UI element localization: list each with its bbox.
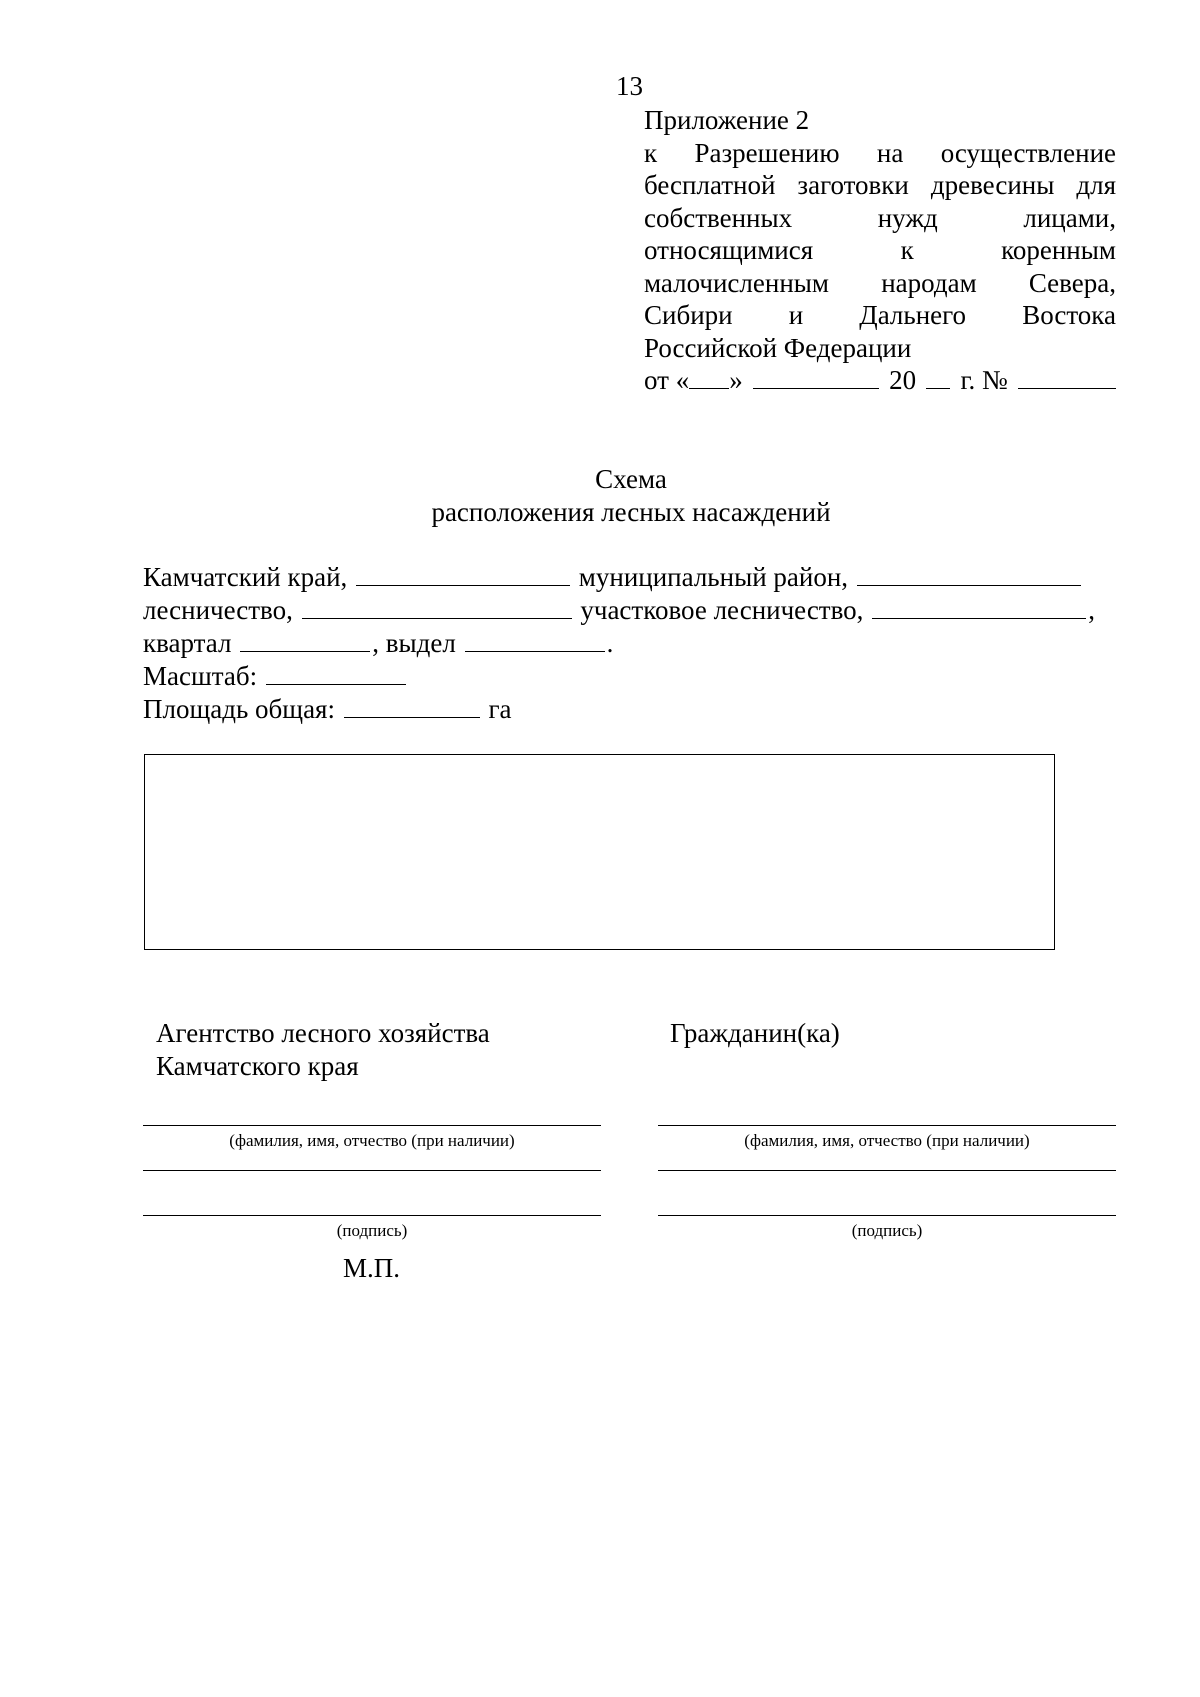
agency-name-line-2: Камчатского края bbox=[156, 1051, 359, 1081]
area-unit: га bbox=[488, 694, 512, 724]
appendix-line-4 bbox=[644, 234, 1116, 267]
appendix-word: лицами, bbox=[1023, 202, 1116, 233]
area-blank[interactable] bbox=[344, 693, 480, 718]
appendix-line-2 bbox=[644, 169, 1116, 202]
date-year: 20 bbox=[889, 365, 917, 395]
agency-fio-line[interactable] bbox=[143, 1125, 601, 1126]
citizen-label: Гражданин(ка) bbox=[670, 1018, 840, 1048]
appendix-word: заготовки bbox=[797, 170, 909, 200]
fields-line-1 bbox=[143, 561, 1123, 594]
scheme-subtitle: расположения лесных насаждений bbox=[431, 497, 831, 527]
appendix-title: Приложение 2 bbox=[644, 105, 810, 135]
agency-name-line-1: Агентство лесного хозяйства bbox=[156, 1018, 490, 1048]
appendix-header bbox=[644, 104, 1116, 397]
appendix-word: относящимися bbox=[644, 235, 814, 265]
quarter-label: квартал bbox=[143, 628, 232, 658]
district-label: муниципальный район, bbox=[578, 562, 849, 592]
allotment-blank[interactable] bbox=[465, 627, 605, 652]
date-number-label: г. № bbox=[960, 365, 1008, 395]
appendix-word: и bbox=[788, 300, 804, 330]
district-forestry-label: участковое лесничество, bbox=[580, 595, 864, 625]
region-label: Камчатский край, bbox=[143, 562, 348, 592]
appendix-line-1 bbox=[644, 137, 1116, 170]
quarter-blank[interactable] bbox=[240, 627, 370, 652]
appendix-date-line bbox=[644, 364, 1116, 397]
scale-label: Масштаб: bbox=[143, 661, 258, 691]
appendix-word: осуществление bbox=[940, 137, 1116, 168]
fields-line-4 bbox=[143, 660, 1123, 693]
appendix-word: древесины bbox=[930, 170, 1055, 200]
appendix-word: Разрешению bbox=[694, 137, 840, 168]
allotment-label: , выдел bbox=[372, 628, 456, 658]
appendix-word: к bbox=[644, 137, 658, 168]
appendix-line-6 bbox=[644, 299, 1116, 332]
region-blank[interactable] bbox=[356, 561, 570, 586]
citizen-signature-line[interactable] bbox=[658, 1215, 1116, 1216]
area-label: Площадь общая: bbox=[143, 694, 335, 724]
period: . bbox=[606, 628, 614, 658]
agency-extra-line[interactable] bbox=[143, 1170, 601, 1171]
month-blank[interactable] bbox=[753, 364, 879, 389]
year-blank[interactable] bbox=[926, 364, 950, 389]
stamp-placeholder: М.П. bbox=[343, 1253, 401, 1283]
appendix-word: бесплатной bbox=[644, 170, 776, 200]
appendix-line-5 bbox=[644, 267, 1116, 300]
date-block bbox=[644, 364, 743, 397]
scheme-drawing-area[interactable] bbox=[144, 754, 1055, 950]
appendix-word: малочисленным bbox=[644, 267, 829, 298]
appendix-line-7: Российской Федерации bbox=[644, 332, 912, 363]
appendix-word: Сибири bbox=[644, 300, 733, 330]
number-blank[interactable] bbox=[1018, 364, 1116, 389]
district-blank[interactable] bbox=[857, 561, 1081, 586]
citizen-fio-line[interactable] bbox=[658, 1125, 1116, 1126]
appendix-word: Востока bbox=[1022, 300, 1116, 330]
appendix-word: Дальнего bbox=[859, 300, 967, 330]
scale-blank[interactable] bbox=[266, 660, 406, 685]
date-prefix: от « bbox=[644, 365, 690, 395]
fields-line-5 bbox=[143, 693, 1123, 726]
day-blank[interactable] bbox=[689, 364, 729, 389]
agency-signature-line[interactable] bbox=[143, 1215, 601, 1216]
citizen-fio-caption: (фамилия, имя, отчество (при наличии) bbox=[744, 1131, 1030, 1150]
page-number: 13 bbox=[616, 71, 643, 101]
forestry-blank[interactable] bbox=[302, 594, 572, 619]
appendix-word: к bbox=[900, 235, 914, 265]
appendix-word: на bbox=[876, 137, 904, 168]
agency-fio-caption: (фамилия, имя, отчество (при наличии) bbox=[229, 1131, 515, 1150]
citizen-extra-line[interactable] bbox=[658, 1170, 1116, 1171]
appendix-word: нужд bbox=[877, 202, 938, 233]
location-fields bbox=[143, 561, 1123, 726]
appendix-word: для bbox=[1076, 170, 1116, 200]
appendix-word: коренным bbox=[1001, 235, 1116, 265]
citizen-signature-caption: (подпись) bbox=[851, 1221, 923, 1240]
fields-line-2 bbox=[143, 594, 1123, 627]
district-forestry-blank[interactable] bbox=[872, 594, 1086, 619]
agency-signature-caption: (подпись) bbox=[336, 1221, 408, 1240]
appendix-word: собственных bbox=[644, 202, 793, 233]
scheme-title: Схема bbox=[595, 464, 667, 494]
fields-line-3 bbox=[143, 627, 1123, 660]
appendix-line-3 bbox=[644, 202, 1116, 235]
forestry-label: лесничество, bbox=[143, 595, 293, 625]
appendix-word: Севера, bbox=[1028, 267, 1116, 298]
date-quote-close: » bbox=[729, 365, 743, 395]
appendix-word: народам bbox=[881, 267, 977, 298]
comma: , bbox=[1088, 595, 1095, 625]
